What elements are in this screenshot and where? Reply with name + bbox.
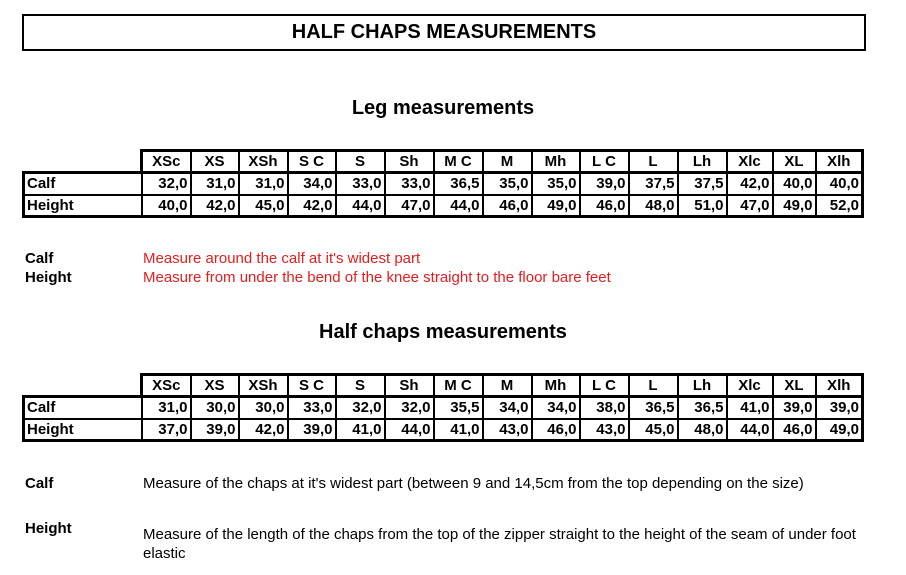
measurement-cell: 44,0 bbox=[385, 419, 434, 441]
measurement-cell: 49,0 bbox=[816, 419, 863, 441]
size-header-cell: XSc bbox=[142, 151, 191, 173]
size-header-cell: S C bbox=[288, 151, 336, 173]
size-header-cell: Sh bbox=[385, 151, 434, 173]
measurement-cell: 34,0 bbox=[288, 173, 336, 195]
header-blank-cell bbox=[24, 375, 142, 397]
measurement-cell: 36,5 bbox=[678, 397, 727, 419]
half-chaps-measurements-table bbox=[22, 373, 864, 442]
measurement-cell: 43,0 bbox=[483, 419, 532, 441]
row-label: Calf bbox=[24, 173, 142, 195]
measurement-cell: 49,0 bbox=[532, 195, 580, 217]
measurement-cell: 36,5 bbox=[629, 397, 678, 419]
measurement-cell: 44,0 bbox=[434, 195, 483, 217]
measurement-cell: 31,0 bbox=[142, 397, 191, 419]
size-header-cell: XS bbox=[191, 151, 239, 173]
leg-note-height-label: Height bbox=[25, 269, 72, 286]
measurement-cell: 39,0 bbox=[288, 419, 336, 441]
measurement-cell: 40,0 bbox=[773, 173, 816, 195]
size-header-cell: Xlh bbox=[816, 375, 863, 397]
size-header-cell: L bbox=[629, 151, 678, 173]
half-chaps-measurements-heading: Half chaps measurements bbox=[319, 321, 567, 343]
measurement-cell: 52,0 bbox=[816, 195, 863, 217]
size-header-cell: Lh bbox=[678, 151, 727, 173]
measurement-cell: 40,0 bbox=[142, 195, 191, 217]
measurement-cell: 39,0 bbox=[816, 397, 863, 419]
measurement-cell: 51,0 bbox=[678, 195, 727, 217]
measurement-cell: 42,0 bbox=[191, 195, 239, 217]
size-header-cell: S C bbox=[288, 375, 336, 397]
size-header-cell: Xlh bbox=[816, 151, 863, 173]
measurement-cell: 31,0 bbox=[239, 173, 288, 195]
measurement-cell: 46,0 bbox=[532, 419, 580, 441]
measurement-cell: 40,0 bbox=[816, 173, 863, 195]
measurement-cell: 33,0 bbox=[288, 397, 336, 419]
size-header-cell: L bbox=[629, 375, 678, 397]
size-header-cell: Xlc bbox=[727, 375, 773, 397]
measurement-cell: 32,0 bbox=[385, 397, 434, 419]
size-header-cell: XL bbox=[773, 375, 816, 397]
measurement-cell: 43,0 bbox=[580, 419, 629, 441]
size-header-cell: XSc bbox=[142, 375, 191, 397]
size-header-cell: L C bbox=[580, 151, 629, 173]
measurement-cell: 45,0 bbox=[239, 195, 288, 217]
measurement-cell: 34,0 bbox=[483, 397, 532, 419]
size-header-cell: XS bbox=[191, 375, 239, 397]
measurement-cell: 45,0 bbox=[629, 419, 678, 441]
size-header-cell: Lh bbox=[678, 375, 727, 397]
measurement-cell: 41,0 bbox=[336, 419, 385, 441]
chaps-note-height-text: Measure of the length of the chaps from the top of the zipper straight to the height of the seam of under foot elastic bbox=[143, 526, 856, 562]
measurement-cell: 46,0 bbox=[773, 419, 816, 441]
size-header-cell: Mh bbox=[532, 375, 580, 397]
chaps-note-calf-text: Measure of the chaps at it's widest part (between 9 and 14,5cm from the top depending on the size) bbox=[143, 475, 804, 492]
measurement-cell: 46,0 bbox=[483, 195, 532, 217]
table-row bbox=[24, 397, 863, 419]
measurement-cell: 42,0 bbox=[727, 173, 773, 195]
measurement-cell: 36,5 bbox=[434, 173, 483, 195]
measurement-cell: 37,5 bbox=[678, 173, 727, 195]
leg-note-calf-label: Calf bbox=[25, 250, 54, 267]
measurement-cell: 48,0 bbox=[678, 419, 727, 441]
measurement-cell: 30,0 bbox=[239, 397, 288, 419]
measurement-cell: 34,0 bbox=[532, 397, 580, 419]
document-title: HALF CHAPS MEASUREMENTS bbox=[22, 14, 866, 51]
measurement-cell: 33,0 bbox=[336, 173, 385, 195]
measurement-cell: 32,0 bbox=[336, 397, 385, 419]
measurement-cell: 44,0 bbox=[336, 195, 385, 217]
measurement-cell: 47,0 bbox=[385, 195, 434, 217]
measurement-cell: 37,0 bbox=[142, 419, 191, 441]
size-header-cell: XL bbox=[773, 151, 816, 173]
row-label: Height bbox=[24, 195, 142, 217]
measurement-cell: 33,0 bbox=[385, 173, 434, 195]
table-row bbox=[24, 195, 863, 217]
leg-measurements-table bbox=[22, 149, 864, 218]
leg-note-height-text: Measure from under the bend of the knee straight to the floor bare feet bbox=[143, 269, 611, 286]
measurement-cell: 35,0 bbox=[532, 173, 580, 195]
measurement-cell: 32,0 bbox=[142, 173, 191, 195]
leg-note-calf-text: Measure around the calf at it's widest part bbox=[143, 250, 421, 267]
measurement-cell: 37,5 bbox=[629, 173, 678, 195]
size-header-cell: XSh bbox=[239, 151, 288, 173]
chaps-note-calf-label: Calf bbox=[25, 475, 54, 492]
measurement-cell: 49,0 bbox=[773, 195, 816, 217]
measurement-cell: 35,0 bbox=[483, 173, 532, 195]
measurement-cell: 30,0 bbox=[191, 397, 239, 419]
row-label: Height bbox=[24, 419, 142, 441]
measurement-cell: 46,0 bbox=[580, 195, 629, 217]
size-header-cell: Sh bbox=[385, 375, 434, 397]
size-header-cell: Mh bbox=[532, 151, 580, 173]
leg-measurements-heading: Leg measurements bbox=[351, 97, 535, 119]
measurement-cell: 41,0 bbox=[727, 397, 773, 419]
size-header-cell: S bbox=[336, 375, 385, 397]
size-header-cell: XSh bbox=[239, 375, 288, 397]
measurement-cell: 42,0 bbox=[288, 195, 336, 217]
measurement-cell: 35,5 bbox=[434, 397, 483, 419]
measurement-cell: 48,0 bbox=[629, 195, 678, 217]
size-header-cell: M C bbox=[434, 375, 483, 397]
size-header-cell: M bbox=[483, 375, 532, 397]
measurement-cell: 39,0 bbox=[191, 419, 239, 441]
measurement-cell: 47,0 bbox=[727, 195, 773, 217]
table-row bbox=[24, 173, 863, 195]
measurement-cell: 42,0 bbox=[239, 419, 288, 441]
measurement-cell: 39,0 bbox=[773, 397, 816, 419]
measurement-cell: 41,0 bbox=[434, 419, 483, 441]
size-header-cell: M C bbox=[434, 151, 483, 173]
size-header-cell: S bbox=[336, 151, 385, 173]
size-header-cell: Xlc bbox=[727, 151, 773, 173]
measurement-cell: 39,0 bbox=[580, 173, 629, 195]
measurement-cell: 31,0 bbox=[191, 173, 239, 195]
measurement-cell: 38,0 bbox=[580, 397, 629, 419]
chaps-note-height-label: Height bbox=[25, 520, 72, 537]
size-header-cell: L C bbox=[580, 375, 629, 397]
header-blank-cell bbox=[24, 151, 142, 173]
measurement-cell: 44,0 bbox=[727, 419, 773, 441]
row-label: Calf bbox=[24, 397, 142, 419]
table-row bbox=[24, 419, 863, 441]
size-header-cell: M bbox=[483, 151, 532, 173]
